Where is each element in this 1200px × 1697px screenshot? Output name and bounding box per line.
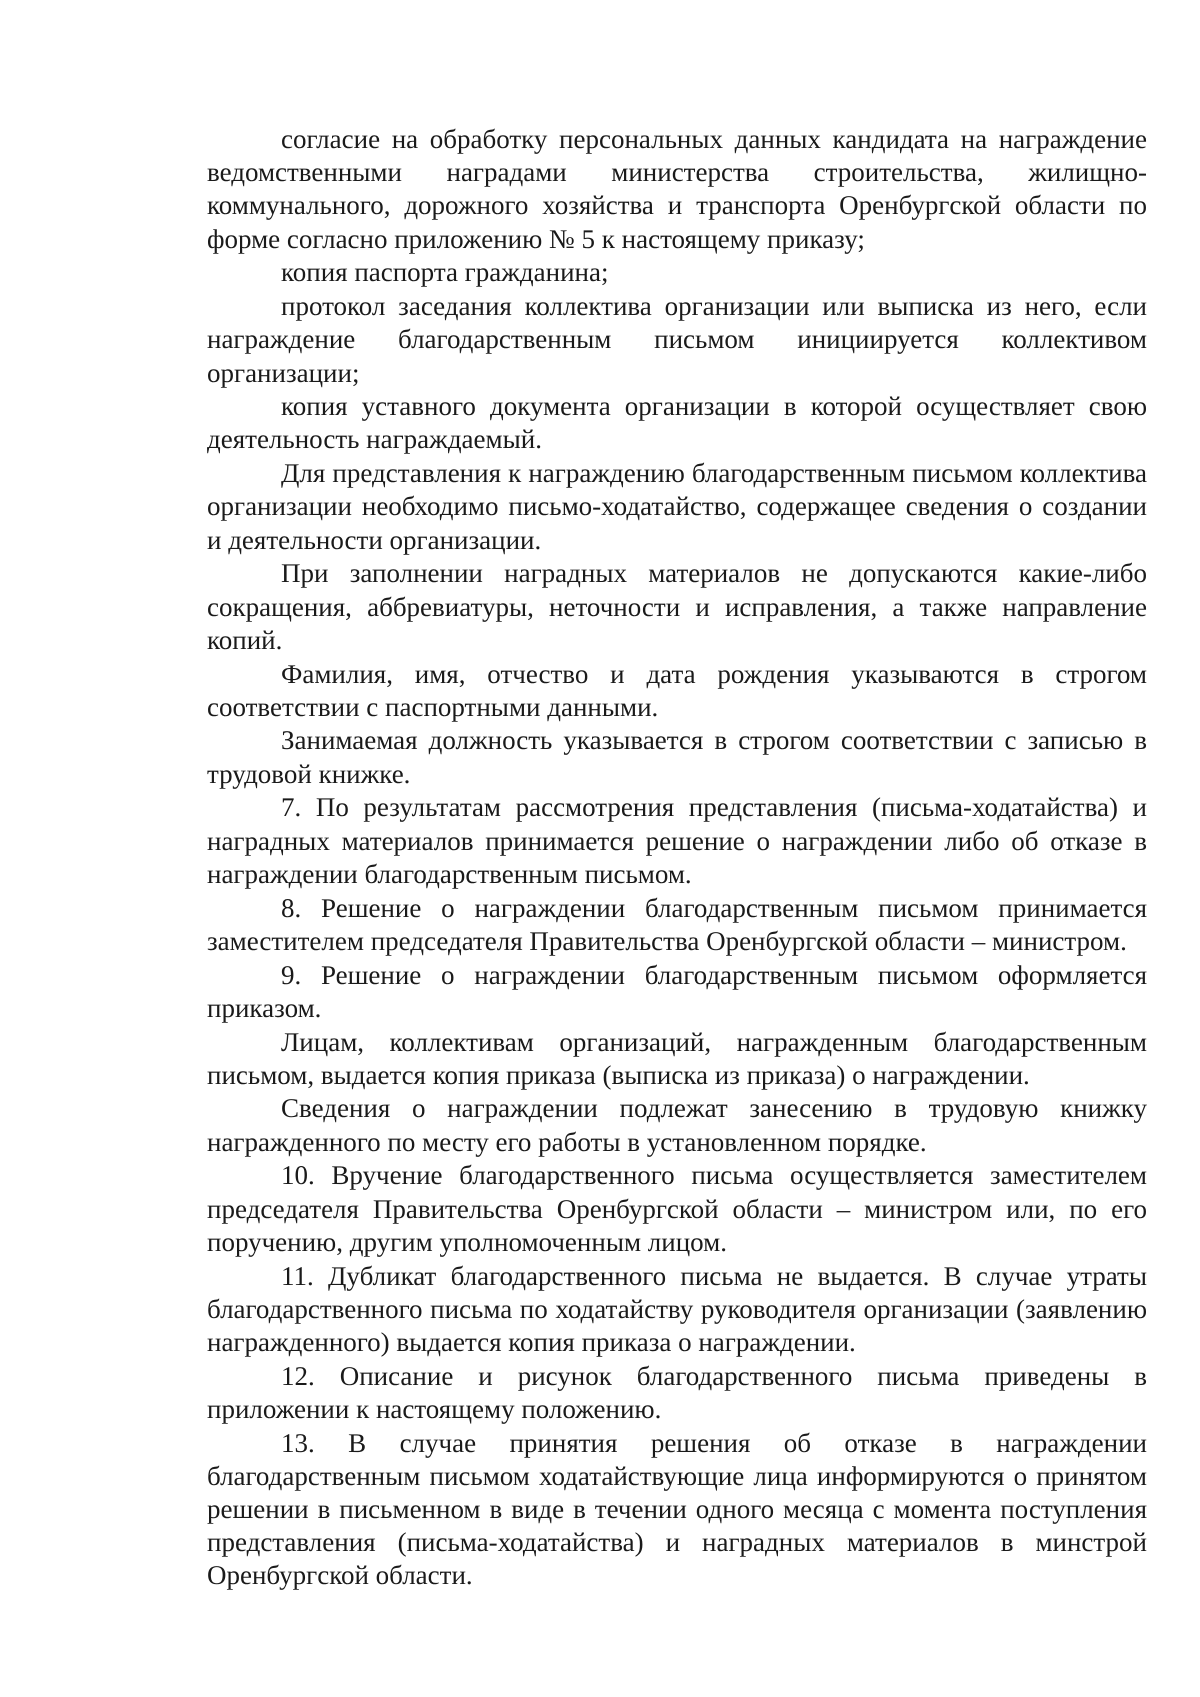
paragraph-item-8: 8. Решение о награждении благодарственным письмом принимается заместителем председателя Правительства Оренбургской области – министром.: [207, 892, 1147, 956]
paragraph-item-12: 12. Описание и рисунок благодарственного письма приведены в приложении к настоящему положению.: [207, 1360, 1147, 1424]
paragraph-item-10: 10. Вручение благодарственного письма осуществляется заместителем председателя Правительства Оренбургской области – министром или, по его поручению, другим уполномоченным лицом.: [207, 1160, 1147, 1257]
paragraph-item-13: 13. В случае принятия решения об отказе в награждении благодарственным письмом ходатайствующие лица информируются о принятом решении в письменном в виде в течении одного месяца с момента поступления представления (письма-ходатайства) и наградных материалов в минстрой Оренбургской области.: [207, 1427, 1147, 1591]
paragraph-meeting-protocol: протокол заседания коллектива организации или выписка из него, если награждение благодарственным письмом инициируется коллективом организации;: [207, 291, 1147, 388]
paragraph-item-7: 7. По результатам рассмотрения представления (письма-ходатайства) и наградных материалов принимается решение о награждении либо об отказе в награждении благодарственным письмом.: [207, 792, 1147, 889]
paragraph-collective-petition: Для представления к награждению благодарственным письмом коллектива организации необходимо письмо-ходатайство, содержащее сведения о создании и деятельности организации.: [207, 458, 1147, 555]
paragraph-full-name-rules: Фамилия, имя, отчество и дата рождения указываются в строгом соответствии с паспортными данными.: [207, 658, 1147, 722]
document-body: [207, 123, 1147, 1593]
paragraph-order-copy: Лицам, коллективам организаций, награжденным благодарственным письмом, выдается копия приказа (выписка из приказа) о награждении.: [207, 1026, 1147, 1090]
paragraph-workbook-entry: Сведения о награждении подлежат занесению в трудовую книжку награжденного по месту его работы в установленном порядке.: [207, 1093, 1147, 1157]
paragraph-charter-copy: копия уставного документа организации в которой осуществляет свою деятельность награждаемый.: [207, 391, 1147, 455]
paragraph-passport-copy: копия паспорта гражданина;: [281, 257, 609, 288]
paragraph-position-rules: Занимаемая должность указывается в строгом соответствии с записью в трудовой книжке.: [207, 725, 1147, 789]
paragraph-item-11: 11. Дубликат благодарственного письма не выдается. В случае утраты благодарственного письма по ходатайству руководителя организации (заявлению награжденного) выдается копия приказа о награждении.: [207, 1260, 1147, 1357]
paragraph-item-9: 9. Решение о награждении благодарственным письмом оформляется приказом.: [207, 959, 1147, 1023]
paragraph-filling-rules: При заполнении наградных материалов не допускаются какие-либо сокращения, аббревиатуры, неточности и исправления, а также направление копий.: [207, 558, 1147, 655]
paragraph-consent: согласие на обработку персональных данных кандидата на награждение ведомственными наградами министерства строительства, жилищно-коммунального, дорожного хозяйства и транспорта Оренбургской области по форме согласно приложению № 5 к настоящему приказу;: [207, 124, 1147, 254]
